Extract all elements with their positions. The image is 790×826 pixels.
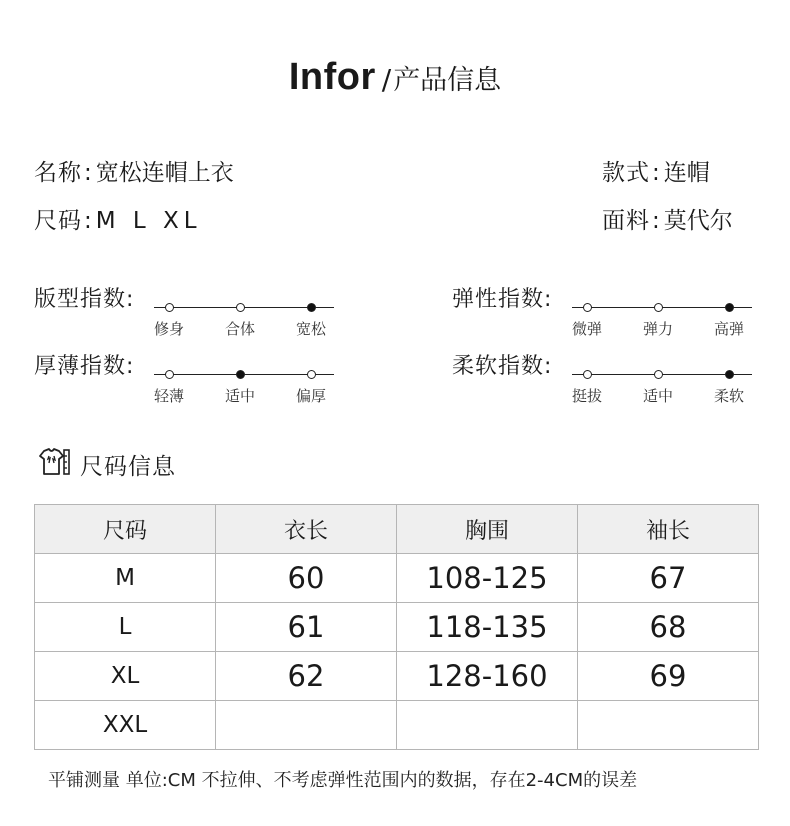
scale-dot: [165, 370, 174, 379]
cell-size: M: [35, 554, 216, 603]
table-row: [35, 554, 759, 603]
header-sleeve: 袖长: [578, 505, 759, 554]
info-name: 名称: 宽松连帽上衣: [34, 160, 234, 186]
scale-tick-label: 高弹: [713, 320, 745, 338]
cell-sleeve: 68: [578, 603, 759, 652]
elasticity-index-scale: [571, 294, 752, 338]
scale-tick-label: 适中: [224, 387, 256, 405]
softness-index-label: 柔软指数: [452, 354, 545, 379]
info-name-label: 名称: [34, 160, 82, 186]
cell-sleeve: [578, 701, 759, 750]
scale-tick-label: 挺拔: [571, 387, 603, 405]
scale-dot: [583, 370, 592, 379]
cell-chest: 118-135: [397, 603, 578, 652]
info-fabric-label: 面料: [602, 208, 650, 234]
page-title: [0, 56, 790, 99]
title-chinese: 产品信息: [393, 65, 502, 96]
scale-tick-label: 偏厚: [295, 387, 327, 405]
table-row: [35, 603, 759, 652]
scale-tick-label: 弹力: [642, 320, 674, 338]
info-size-value: M L XL: [95, 208, 202, 234]
scale-tick-label: 修身: [153, 320, 185, 338]
info-size: 尺码: M L XL: [34, 208, 202, 234]
scale-tick-label: 微弹: [571, 320, 603, 338]
scale-dot: [654, 303, 663, 312]
header-chest: 胸围: [397, 505, 578, 554]
tshirt-ruler-icon: [36, 447, 70, 481]
scale-tick-label: 柔软: [713, 387, 745, 405]
size-table-header-row: [35, 505, 759, 554]
cell-length: 60: [216, 554, 397, 603]
title-separator: /: [381, 63, 392, 96]
measurement-note: 平铺测量 单位:CM 不拉伸、不考虑弹性范围内的数据，存在2-4CM的误差: [48, 770, 638, 791]
thickness-index-scale: [153, 361, 334, 405]
info-style: 款式: 连帽: [602, 160, 710, 186]
info-size-label: 尺码: [34, 208, 82, 234]
cell-length: 61: [216, 603, 397, 652]
size-info-title: 尺码信息: [80, 453, 176, 480]
size-table: [34, 504, 759, 750]
cell-size: XL: [35, 652, 216, 701]
cell-size: L: [35, 603, 216, 652]
scale-dot: [654, 370, 663, 379]
info-style-value: 连帽: [663, 160, 710, 186]
size-info-heading: [36, 448, 176, 480]
softness-index-scale: [571, 361, 752, 405]
cell-chest: 108-125: [397, 554, 578, 603]
info-fabric: 面料: 莫代尔: [602, 208, 733, 234]
cell-length: 62: [216, 652, 397, 701]
thickness-index-label: 厚薄指数: [34, 354, 127, 379]
cell-sleeve: 67: [578, 554, 759, 603]
info-style-label: 款式: [602, 160, 650, 186]
scale-dot: [165, 303, 174, 312]
scale-dot-selected: [236, 370, 245, 379]
scale-dot-selected: [307, 303, 316, 312]
elasticity-index-label: 弹性指数: [452, 287, 545, 312]
scale-tick-label: 轻薄: [153, 387, 185, 405]
cell-chest: [397, 701, 578, 750]
scale-dot: [307, 370, 316, 379]
title-english: Infor: [288, 56, 376, 98]
scale-tick-label: 宽松: [295, 320, 327, 338]
header-length: 衣长: [216, 505, 397, 554]
info-name-value: 宽松连帽上衣: [95, 160, 234, 186]
scale-dot: [583, 303, 592, 312]
cell-length: [216, 701, 397, 750]
info-fabric-value: 莫代尔: [663, 208, 733, 234]
table-row: [35, 652, 759, 701]
cell-size: XXL: [35, 701, 216, 750]
scale-tick-label: 适中: [642, 387, 674, 405]
scale-dot-selected: [725, 370, 734, 379]
cell-sleeve: 69: [578, 652, 759, 701]
scale-tick-label: 合体: [224, 320, 256, 338]
scale-dot: [236, 303, 245, 312]
scale-dot-selected: [725, 303, 734, 312]
table-row: [35, 701, 759, 750]
fit-index-label: 版型指数: [34, 287, 127, 312]
cell-chest: 128-160: [397, 652, 578, 701]
header-size: 尺码: [35, 505, 216, 554]
fit-index-scale: [153, 294, 334, 338]
